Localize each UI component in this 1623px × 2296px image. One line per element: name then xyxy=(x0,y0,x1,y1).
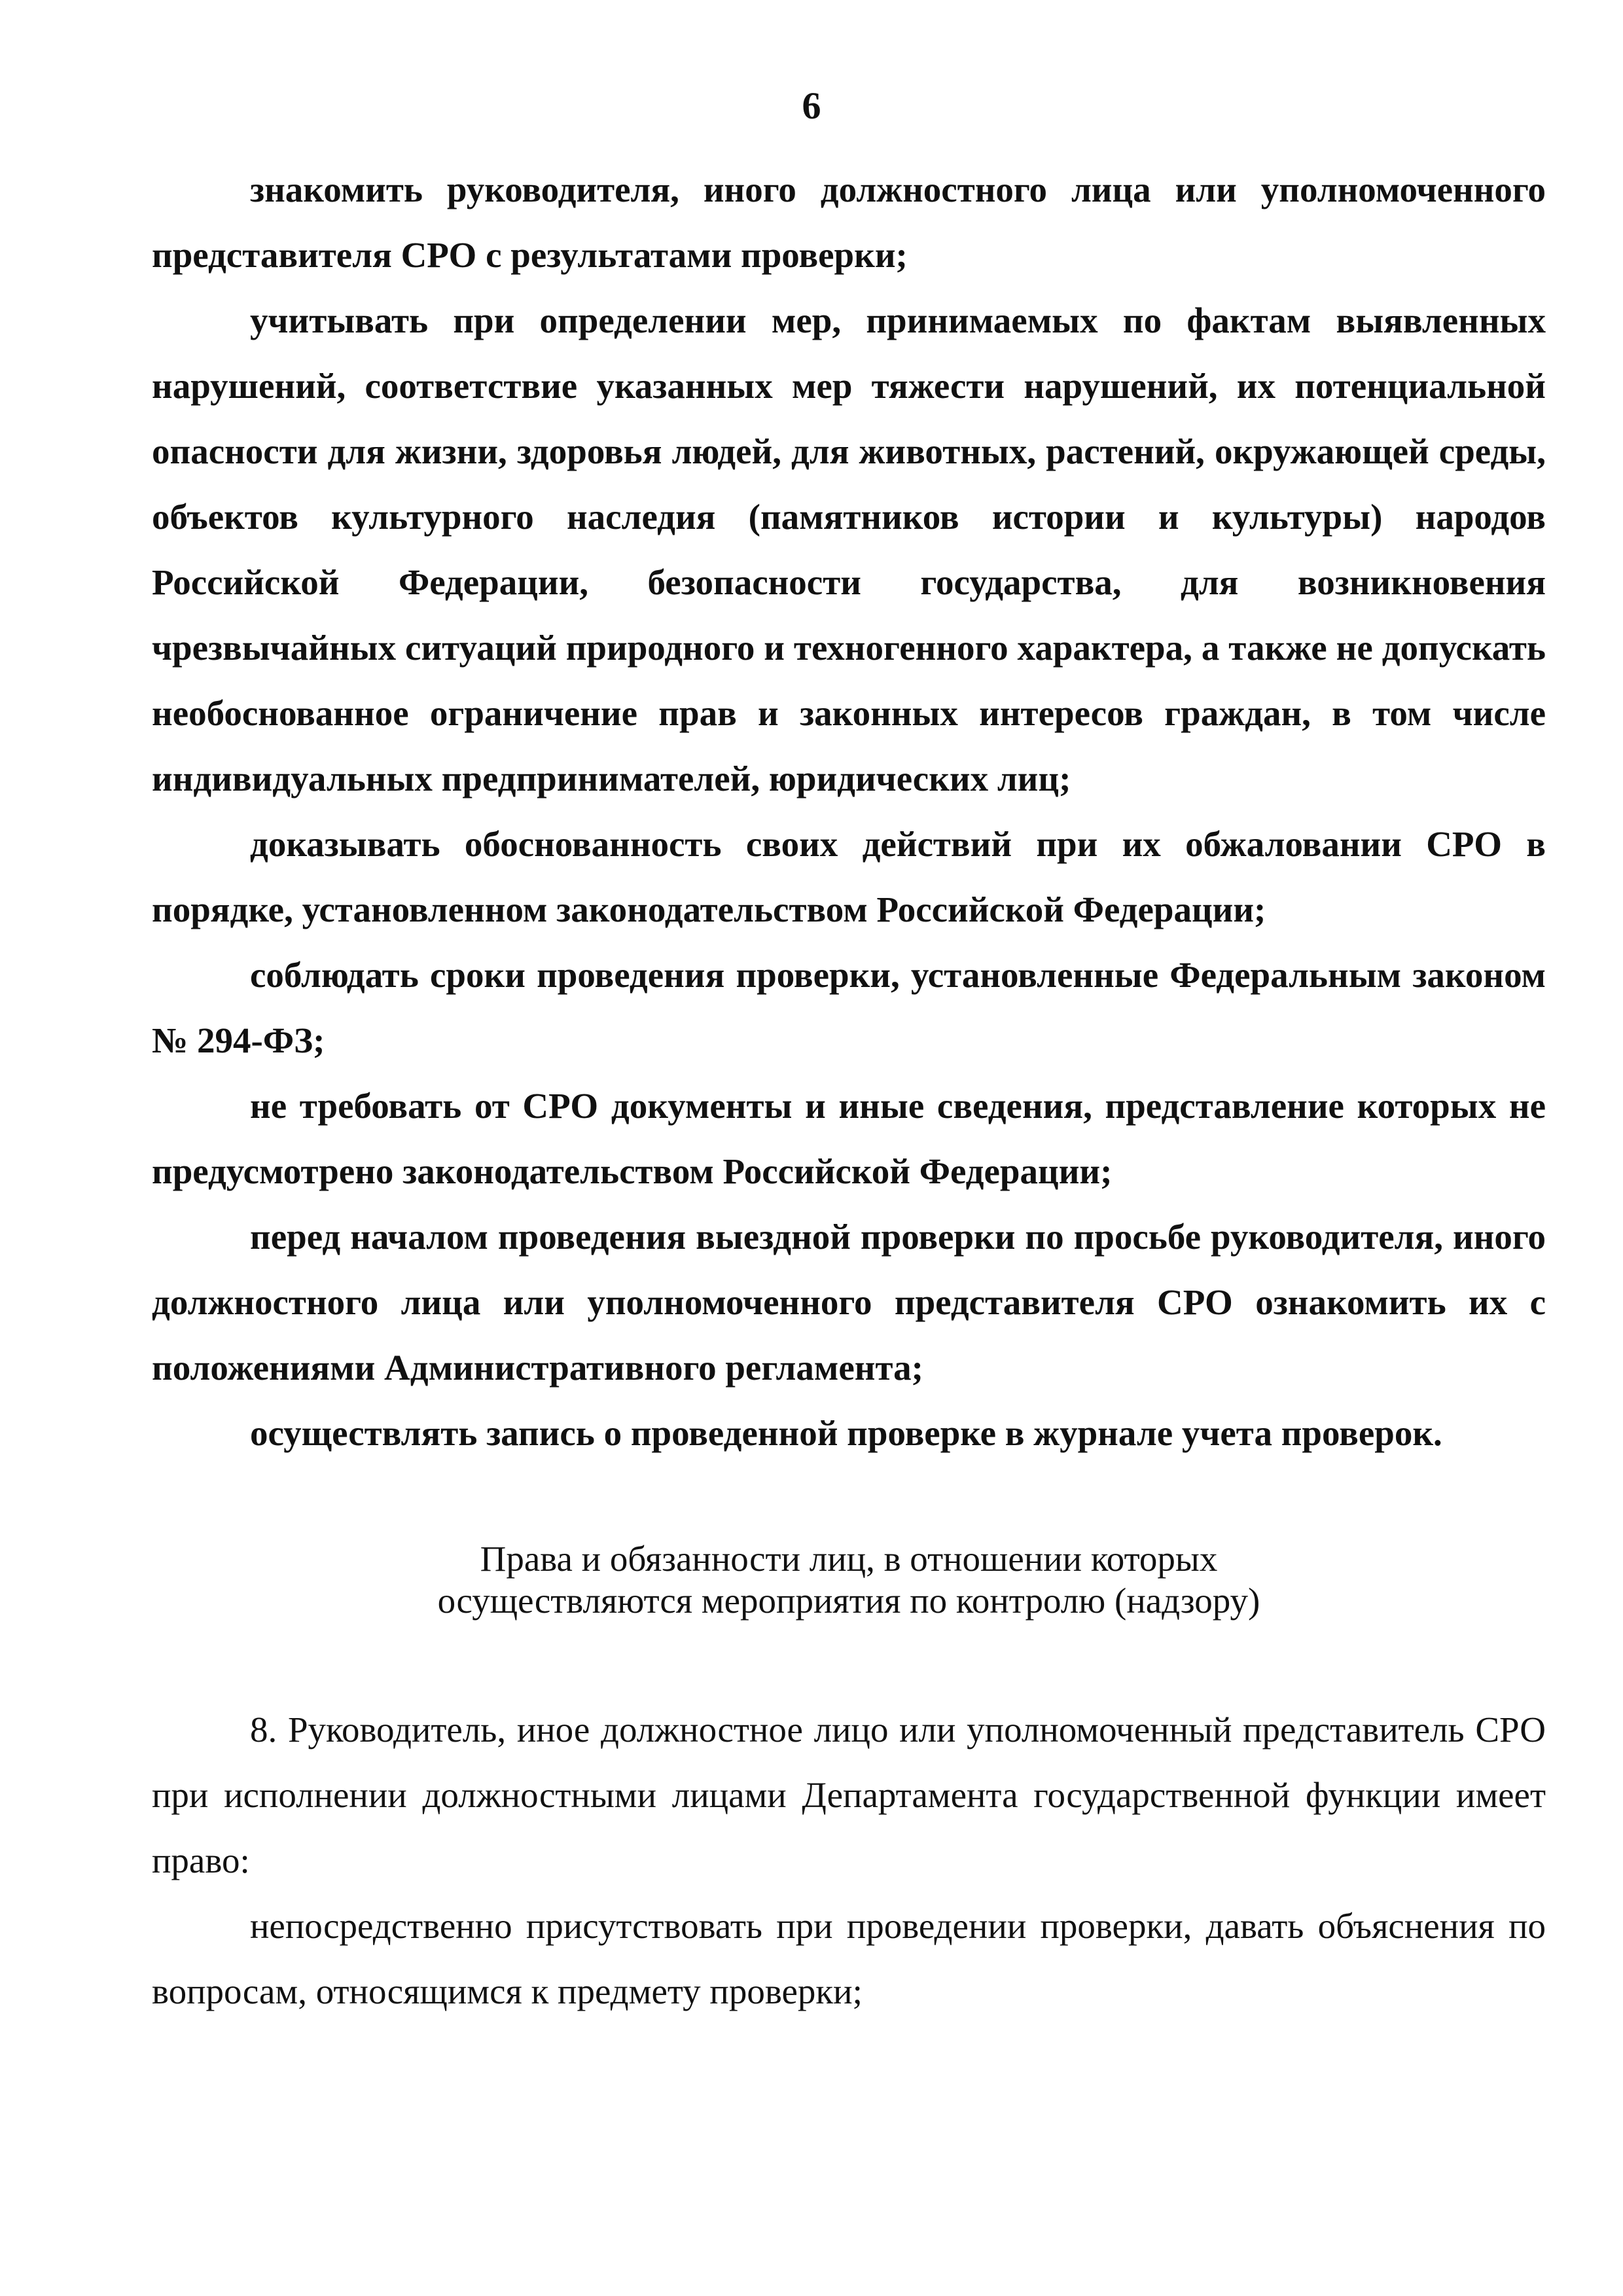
paragraph-observe-deadlines: соблюдать сроки проведения проверки, установленные Федеральным законом № 294-ФЗ; xyxy=(152,955,1546,1060)
paragraph-record-inspection: осуществлять запись о проведенной проверке в журнале учета проверок. xyxy=(250,1413,1442,1453)
document-body xyxy=(152,157,1546,2024)
paragraph-not-require-documents: не требовать от СРО документы и иные сведения, представление которых не предусмотрено законодательством Российской Федерации; xyxy=(152,1086,1546,1191)
section-heading-line-1: Права и обязанности лиц, в отношении которых xyxy=(480,1539,1218,1579)
page-number: 6 xyxy=(802,84,821,127)
section-heading xyxy=(152,1538,1546,1622)
section-heading-line-2: осуществляются мероприятия по контролю (надзору) xyxy=(437,1581,1260,1621)
paragraph-right-to-attend: непосредственно присутствовать при проведении проверки, давать объяснения по вопросам, относящимся к предмету проверки; xyxy=(152,1906,1546,2011)
paragraph-acquaint-results: знакомить руководителя, иного должностного лица или уполномоченного представителя СРО с результатами проверки; xyxy=(152,170,1546,275)
paragraph-item-8: 8. Руководитель, иное должностное лицо или уполномоченный представитель СРО при исполнении должностными лицами Департамента государственной функции имеет право: xyxy=(152,1710,1546,1880)
paragraph-consider-measures: учитывать при определении мер, принимаемых по фактам выявленных нарушений, соответствие указанных мер тяжести нарушений, их потенциальной опасности для жизни, здоровья людей, для животных, растений, окружающей среды, объектов культурного наследия (памятников истории и культуры) народов Российской Федерации, безопасности государства, для возникновения чрезвычайных ситуаций природного и техногенного характера, а также не допускать необоснованное ограничение прав и законных интересов граждан, в том числе индивидуальных предпринимателей, юридических лиц; xyxy=(152,300,1546,798)
paragraph-introduce-regulations: перед началом проведения выездной проверки по просьбе руководителя, иного должностного лица или уполномоченного представителя СРО ознакомить их с положениями Административного регламента; xyxy=(152,1217,1546,1388)
paragraph-prove-validity: доказывать обоснованность своих действий при их обжаловании СРО в порядке, установленном законодательством Российской Федерации; xyxy=(152,824,1546,929)
